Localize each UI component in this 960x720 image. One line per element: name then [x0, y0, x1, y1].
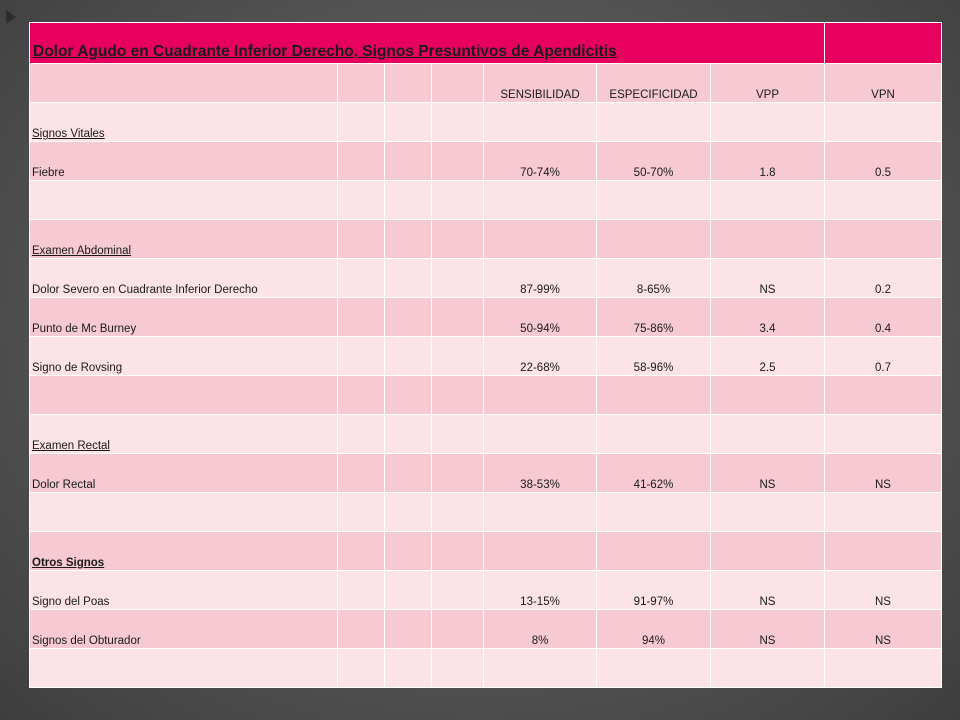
blank-cell: [385, 259, 432, 298]
blank-cell: [338, 415, 385, 454]
table-title-cell: [30, 23, 825, 64]
value-vpp: [711, 103, 825, 142]
blank-cell: [432, 454, 484, 493]
row-label: [30, 376, 338, 415]
blank-cell: [432, 259, 484, 298]
blank-cell: [338, 181, 385, 220]
blank-cell: [432, 142, 484, 181]
blank-cell: [385, 610, 432, 649]
header-especificidad: ESPECIFICIDAD: [597, 64, 711, 103]
blank-cell: [432, 415, 484, 454]
value-vpp: NS: [711, 259, 825, 298]
row-label: Otros Signos: [30, 532, 338, 571]
header-blank-cell: [30, 64, 338, 103]
value-vpp: [711, 532, 825, 571]
table-row: [30, 376, 942, 415]
row-label: [30, 649, 338, 688]
value-sens: 22-68%: [484, 337, 597, 376]
table-row: [30, 103, 942, 142]
value-vpp: [711, 220, 825, 259]
row-label: Signos Vitales: [30, 103, 338, 142]
blank-cell: [432, 649, 484, 688]
table-row: [30, 571, 942, 610]
value-vpn: [825, 103, 942, 142]
row-label: Punto de Mc Burney: [30, 298, 338, 337]
value-vpn: [825, 649, 942, 688]
value-sens: [484, 532, 597, 571]
value-sens: 50-94%: [484, 298, 597, 337]
blank-cell: [338, 376, 385, 415]
value-vpn: 0.5: [825, 142, 942, 181]
value-spec: [597, 181, 711, 220]
value-vpn: [825, 415, 942, 454]
value-vpp: [711, 649, 825, 688]
value-sens: 70-74%: [484, 142, 597, 181]
blank-cell: [385, 376, 432, 415]
blank-cell: [338, 259, 385, 298]
value-spec: 94%: [597, 610, 711, 649]
blank-cell: [432, 181, 484, 220]
value-vpn: 0.7: [825, 337, 942, 376]
blank-cell: [432, 376, 484, 415]
blank-cell: [432, 220, 484, 259]
value-sens: [484, 493, 597, 532]
blank-cell: [385, 493, 432, 532]
value-vpp: 3.4: [711, 298, 825, 337]
value-sens: 8%: [484, 610, 597, 649]
appendicitis-signs-table: [29, 22, 942, 688]
header-blank-cell: [432, 64, 484, 103]
blank-cell: [338, 337, 385, 376]
value-vpn: [825, 220, 942, 259]
value-sens: [484, 220, 597, 259]
blank-cell: [432, 298, 484, 337]
header-row: [30, 64, 942, 103]
value-vpn: NS: [825, 610, 942, 649]
blank-cell: [338, 103, 385, 142]
value-vpp: 2.5: [711, 337, 825, 376]
blank-cell: [385, 298, 432, 337]
value-sens: 13-15%: [484, 571, 597, 610]
value-vpn: NS: [825, 571, 942, 610]
blank-cell: [338, 649, 385, 688]
header-blank-cell: [385, 64, 432, 103]
value-sens: [484, 376, 597, 415]
value-vpp: [711, 181, 825, 220]
blank-cell: [385, 181, 432, 220]
value-vpp: [711, 415, 825, 454]
table-row: [30, 649, 942, 688]
row-label: Fiebre: [30, 142, 338, 181]
blank-cell: [385, 103, 432, 142]
table-row: [30, 337, 942, 376]
blank-cell: [432, 532, 484, 571]
blank-cell: [385, 649, 432, 688]
table-row: [30, 610, 942, 649]
value-vpn: [825, 181, 942, 220]
value-spec: 41-62%: [597, 454, 711, 493]
table-title: Dolor Agudo en Cuadrante Inferior Derecho, Signos Presuntivos de Apendicitis: [33, 43, 617, 60]
value-sens: 38-53%: [484, 454, 597, 493]
blank-cell: [385, 142, 432, 181]
value-vpp: 1.8: [711, 142, 825, 181]
value-sens: [484, 415, 597, 454]
title-row: [30, 23, 942, 64]
row-label: Signo del Poas: [30, 571, 338, 610]
table-row: [30, 220, 942, 259]
table-row: [30, 532, 942, 571]
value-sens: 87-99%: [484, 259, 597, 298]
table-row: [30, 493, 942, 532]
header-vpn: VPN: [825, 64, 942, 103]
blank-cell: [432, 571, 484, 610]
blank-cell: [338, 220, 385, 259]
value-vpn: [825, 376, 942, 415]
blank-cell: [385, 415, 432, 454]
value-sens: [484, 649, 597, 688]
value-vpn: 0.4: [825, 298, 942, 337]
value-spec: [597, 376, 711, 415]
value-vpp: NS: [711, 610, 825, 649]
value-spec: [597, 220, 711, 259]
value-spec: [597, 415, 711, 454]
title-row-blank-cell: [825, 23, 942, 64]
header-vpp: VPP: [711, 64, 825, 103]
header-blank-cell: [338, 64, 385, 103]
row-label: Dolor Rectal: [30, 454, 338, 493]
value-spec: [597, 493, 711, 532]
value-spec: [597, 532, 711, 571]
blank-cell: [338, 454, 385, 493]
value-vpn: [825, 532, 942, 571]
value-vpp: NS: [711, 454, 825, 493]
table-row: [30, 142, 942, 181]
value-vpn: [825, 493, 942, 532]
value-spec: 75-86%: [597, 298, 711, 337]
header-sensibilidad: SENSIBILIDAD: [484, 64, 597, 103]
value-vpn: NS: [825, 454, 942, 493]
row-label: Examen Abdominal: [30, 220, 338, 259]
table-row: [30, 181, 942, 220]
blank-cell: [385, 532, 432, 571]
value-vpp: [711, 376, 825, 415]
row-label: Examen Rectal: [30, 415, 338, 454]
blank-cell: [432, 610, 484, 649]
value-spec: [597, 649, 711, 688]
value-vpp: [711, 493, 825, 532]
table-row: [30, 259, 942, 298]
blank-cell: [385, 571, 432, 610]
value-spec: [597, 103, 711, 142]
blank-cell: [338, 142, 385, 181]
slide-arrow-icon: [6, 10, 16, 24]
table-row: [30, 415, 942, 454]
blank-cell: [338, 493, 385, 532]
row-label: Dolor Severo en Cuadrante Inferior Derecho: [30, 259, 338, 298]
table-row: [30, 454, 942, 493]
value-sens: [484, 103, 597, 142]
blank-cell: [432, 493, 484, 532]
value-vpn: 0.2: [825, 259, 942, 298]
value-spec: 91-97%: [597, 571, 711, 610]
row-label: Signo de Rovsing: [30, 337, 338, 376]
value-spec: 8-65%: [597, 259, 711, 298]
row-label: Signos del Obturador: [30, 610, 338, 649]
blank-cell: [432, 103, 484, 142]
row-label: [30, 181, 338, 220]
blank-cell: [338, 571, 385, 610]
value-spec: 50-70%: [597, 142, 711, 181]
blank-cell: [385, 454, 432, 493]
table-row: [30, 298, 942, 337]
blank-cell: [338, 298, 385, 337]
value-spec: 58-96%: [597, 337, 711, 376]
blank-cell: [385, 337, 432, 376]
blank-cell: [338, 610, 385, 649]
blank-cell: [432, 337, 484, 376]
value-sens: [484, 181, 597, 220]
value-vpp: NS: [711, 571, 825, 610]
row-label: [30, 493, 338, 532]
blank-cell: [385, 220, 432, 259]
blank-cell: [338, 532, 385, 571]
